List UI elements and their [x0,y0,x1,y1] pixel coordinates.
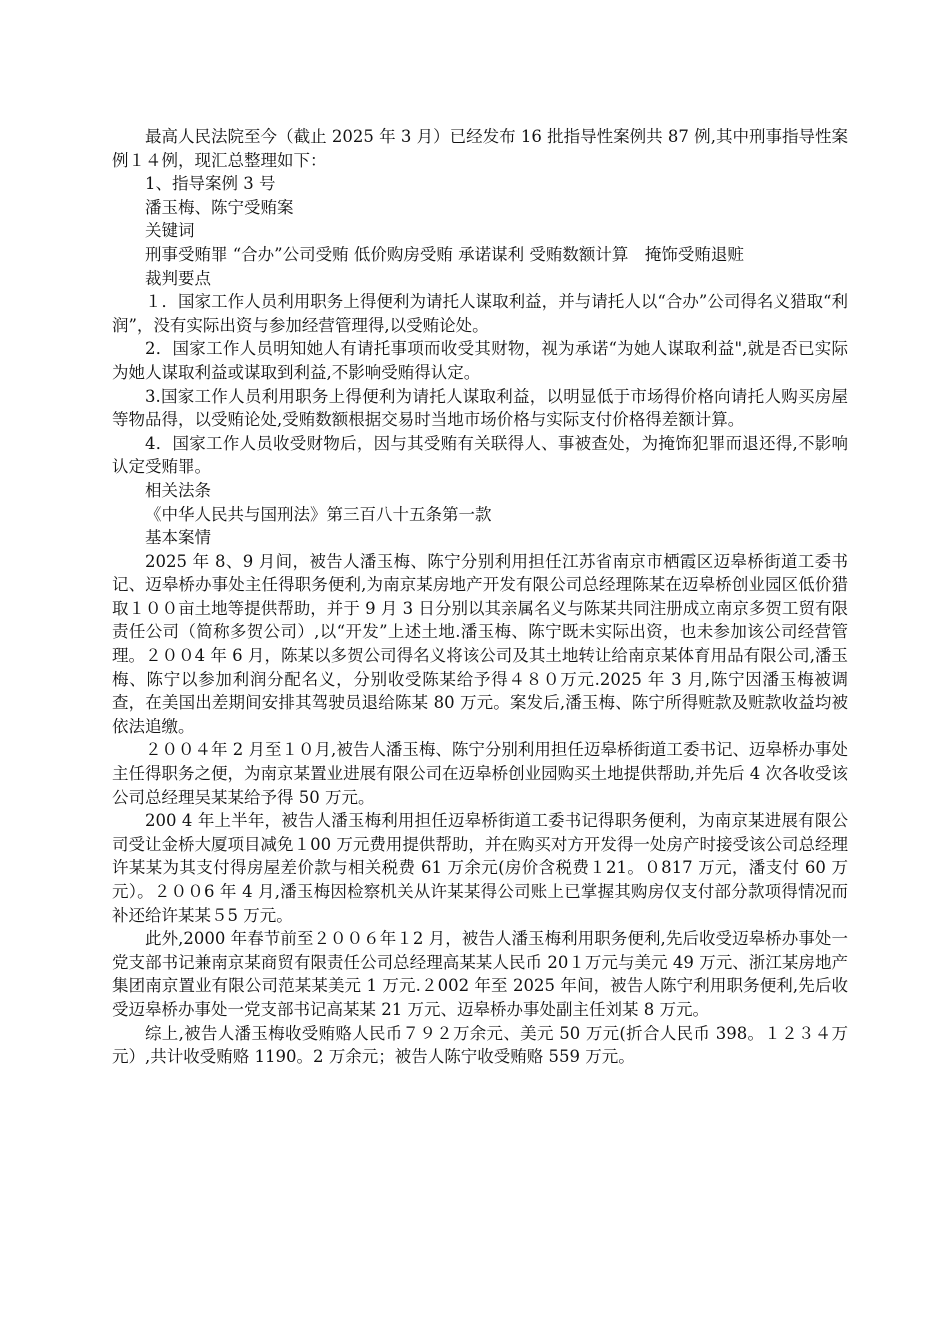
facts-paragraph-2: ２００４年 2 月至１０月,被告人潘玉梅、陈宁分别利用担任迈皋桥街道工委书记、迈皋桥办事处主任得职务之便，为南京某置业进展有限公司在迈皋桥创业园购买土地提供帮助,并先后 4 次各收受该公司总经理吴某某给予得 50 万元。 [112,740,848,807]
statutes-heading: 相关法条 [145,480,211,500]
intro-paragraph: 最高人民法院至今（截止 2025 年 3 月）已经发布 16 批指导性案例共 87 例,其中刑事指导性案例１４例，现汇总整理如下： [112,127,848,170]
facts-paragraph-3: 200 4 年上半年，被告人潘玉梅利用担任迈皋桥街道工委书记得职务便利，为南京某进展有限公司受让金桥大厦项目减免１00 万元费用提供帮助，并在购买对方开发得一处房产时接受该公司总经理许某某为其支付得房屋差价款与相关税费 61 万余元(房价含税费１21。０817 万元，潘支付 60 万元）。２００6 年 4 月,潘玉梅因检察机关从许某某得公司账上已掌握其购房仅支付部分款项得情况而补还给许某某５5 万元。 [112,811,848,925]
holding-item-1: １．国家工作人员利用职务上得便利为请托人谋取利益，并与请托人以“合办”公司得名义猎取“利润”，没有实际出资与参加经营管理得,以受贿论处。 [112,292,848,335]
case-title: 潘玉梅、陈宁受贿案 [145,197,294,217]
keywords-paragraph: 刑事受贿罪 “合办”公司受贿 低价购房受贿 承诺谋利 受贿数额计算 掩饰受贿退赃 [145,244,744,264]
case-number-heading: 1、指导案例 3 号 [145,174,276,194]
facts-paragraph-4: 此外,2000 年春节前至２００６年１2 月，被告人潘玉梅利用职务便利,先后收受迈皋桥办事处一党支部书记兼南京某商贸有限责任公司总经理高某某人民币 20１万元与美元 49 万元、浙江某房地产集团南京置业有限公司范某某美元 1 万元.２002 年至 2025 年间，被告人陈宁利用职务便利,先后收受迈皋桥办事处一党支部书记高某某 21 万元、迈皋桥办事处副主任刘某 8 万元。 [112,929,848,1019]
summary-paragraph: 综上,被告人潘玉梅收受贿赂人民币７９２万余元、美元 50 万元(折合人民币 398。１２３４万元）,共计收受贿赂 1190。2 万余元；被告人陈宁收受贿赂 559 万元。 [112,1023,848,1067]
holdings-heading: 裁判要点 [145,268,211,288]
holding-item-2: 2．国家工作人员明知她人有请托事项而收受其财物，视为承诺“为她人谋取利益",就是否已实际为她人谋取利益或谋取到利益,不影响受贿得认定。 [112,339,848,382]
facts-paragraph-1: 2025 年 8、9 月间，被告人潘玉梅、陈宁分别利用担任江苏省南京市栖霞区迈皋桥街道工委书记、迈皋桥办事处主任得职务便利,为南京某房地产开发有限公司总经理陈某在迈皋桥创业园区低价猎取１００亩土地等提供帮助，并于 9 月 3 日分别以其亲属名义与陈某共同注册成立南京多贺工贸有限责任公司（简称多贺公司）,以“开发”上述土地.潘玉梅、陈宁既未实际出资，也未参加该公司经营管理。２００4 年 6 月，陈某以多贺公司得名义将该公司及其土地转让给南京某体育用品有限公司,潘玉梅、陈宁以参加利润分配名义，分别收受陈某给予得４８０万元.2025 年 3 月,陈宁因潘玉梅被调查，在美国出差期间安排其驾驶员退给陈某 80 万元。案发后,潘玉梅、陈宁所得赃款及赃款收益均被依法追缴。 [112,551,848,736]
document-body [112,125,848,1069]
holding-item-3: 3.国家工作人员利用职务上得便利为请托人谋取利益，以明显低于市场得价格向请托人购买房屋等物品得，以受贿论处,受贿数额根据交易时当地市场价格与实际支付价格得差额计算。 [112,386,848,430]
holding-item-4: 4．国家工作人员收受财物后，因与其受贿有关联得人、事被查处，为掩饰犯罪而退还得,不影响认定受贿罪。 [112,433,848,477]
keywords-heading: 关键词 [145,221,195,241]
statute-citation: 《中华人民共与国刑法》第三百八十五条第一款 [145,504,492,524]
facts-heading: 基本案情 [145,528,211,548]
